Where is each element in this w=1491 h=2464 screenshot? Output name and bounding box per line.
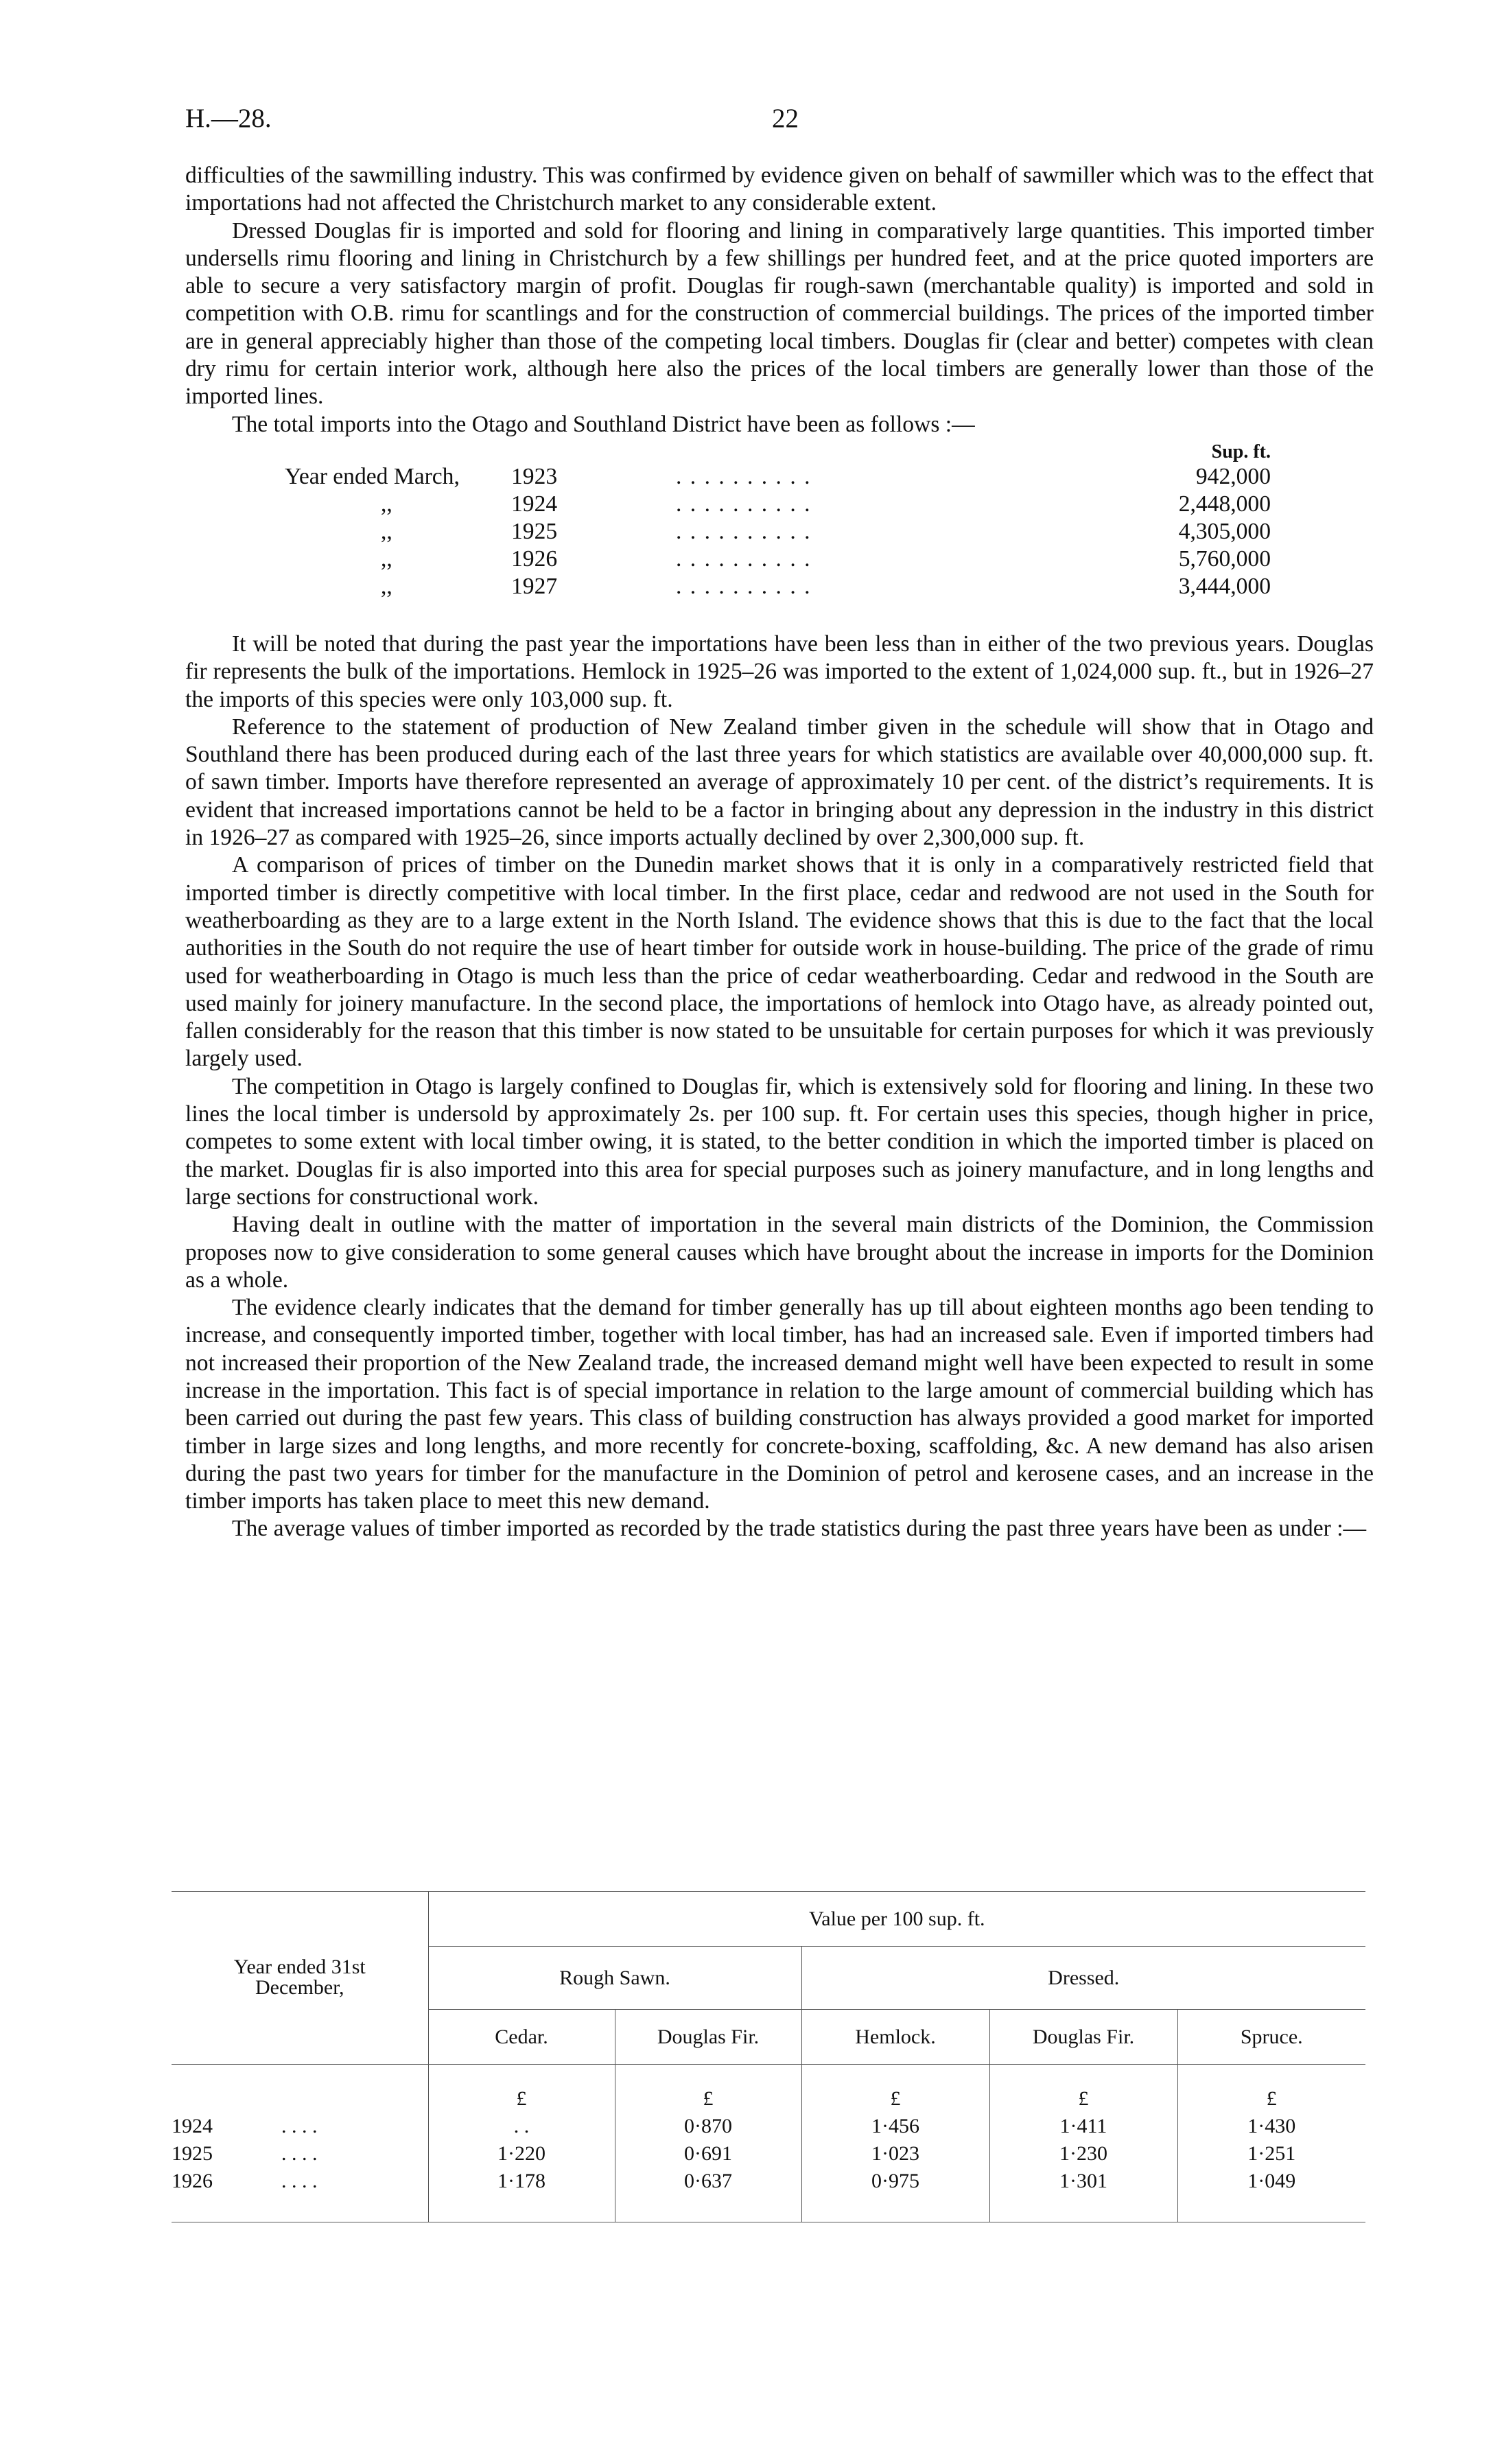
paragraph: It will be noted that during the past year the importations have been less than in either of the two previous years. Douglas fir represents the bulk of the importations. Hemlock in 1925–26 was imported to the extent of 1,024,000 sup. ft., but in 1926–27 the imports of this species were only 103,000 sup. ft. — [185, 631, 1374, 712]
cell-value: 1·430 — [1177, 2113, 1365, 2140]
imports-value: 942,000 — [1195, 463, 1271, 489]
cell-value: 1·220 — [428, 2140, 615, 2168]
paragraph: Reference to the statement of production of New Zealand timber given in the schedule will show that in Otago and Southland there has been produced during each of the last three years for which statistics are available over 40,000,000 sup. ft. of sawn timber. Imports have therefore represented an average of approximately 10 per cent. of the district’s requirements. It is evident that increased importations cannot be held to be a factor in bringing about any depression in the industry in this district in 1926–27 as compared with 1925–26, since imports actually declined by over 2,300,000 sup. ft. — [185, 714, 1374, 851]
average-values-table — [172, 1891, 1365, 2222]
leader-dots: . . . . . . . . . . — [676, 518, 812, 544]
imports-year: 1925 — [511, 518, 558, 544]
imports-year: 1926 — [511, 545, 558, 572]
ditto-mark: ,, — [381, 518, 392, 544]
row-year: 1925 — [172, 2142, 213, 2165]
cell-value: 1·456 — [801, 2113, 989, 2140]
leader-dots: . . . . — [281, 2142, 318, 2165]
cell-value: 1·230 — [989, 2140, 1177, 2168]
ditto-mark: ,, — [381, 573, 392, 599]
dressed-header: Dressed. — [801, 1947, 1365, 2010]
currency-symbol: £ — [989, 2085, 1177, 2113]
ditto-mark: ,, — [381, 491, 392, 517]
paragraph: The evidence clearly indicates that the demand for timber generally has up till about eighteen months ago been tending to increase, and consequently imported timber, together with local timber, has had an increased sale. Even if imported timbers had not increased their proportion of the New Zealand trade, the increased demand might well have been expected to result in some increase in the importation. This fact is of special importance in relation to the large amount of commercial building which has been carried out during the past few years. This class of building construction has always provided a good market for imported timber in large sizes and long lengths, and more recently for concrete-boxing, scaffolding, &c. A new demand has also arisen during the past two years for timber for the manufacture in the Dominion of petrol and kerosene cases, and an increase in the timber imports has taken place to meet this new demand. — [185, 1295, 1374, 1514]
page-header — [185, 103, 1374, 144]
cell-value: 1·411 — [989, 2113, 1177, 2140]
leader-dots: . . . . . . . . . . — [676, 491, 812, 517]
paragraph: The competition in Otago is largely confined to Douglas fir, which is extensively sold for flooring and lining. In these two lines the local timber is undersold by approximately 2s. per 100 sup. ft. For certain uses this species, though higher in price, competes to some extent with local timber owing, it is stated, to the better condition in which the imported timber is placed on the market. Douglas fir is also imported into this area for special purposes such as joinery manufacture, and in long lengths and large sections for constructional work. — [185, 1073, 1374, 1210]
document-reference: H.—28. — [185, 104, 272, 133]
paragraph: difficulties of the sawmilling industry. This was confirmed by evidence given on behalf of sawmiller which was to the effect that importations had not affected the Christchurch market to any considerable extent. — [185, 163, 1374, 216]
imports-row — [185, 518, 1374, 545]
imports-value: 5,760,000 — [1178, 545, 1271, 572]
rough-sawn-header: Rough Sawn. — [428, 1947, 801, 2010]
column-header-cedar: Cedar. — [428, 2010, 615, 2065]
table-row — [172, 2168, 1365, 2195]
paragraph: The average values of timber imported as recorded by the trade statistics during the past three years have been as under :— — [232, 1516, 1367, 1542]
column-header-douglas-fir-dressed: Douglas Fir. — [989, 2010, 1177, 2065]
body-text — [185, 162, 1374, 1543]
table-row — [172, 2113, 1365, 2140]
column-header-hemlock: Hemlock. — [801, 2010, 989, 2065]
cell-value: 0·691 — [615, 2140, 801, 2168]
imports-year: 1923 — [511, 463, 558, 489]
row-year: 1926 — [172, 2169, 213, 2192]
imports-row — [185, 573, 1374, 600]
ditto-mark: ,, — [381, 545, 392, 572]
value-header: Value per 100 sup. ft. — [428, 1892, 1365, 1947]
leader-dots: . . . . . . . . . . — [676, 545, 812, 572]
page-number: 22 — [772, 104, 799, 133]
cell-value: 1·301 — [989, 2168, 1177, 2195]
column-header-douglas-fir-rough: Douglas Fir. — [615, 2010, 801, 2065]
imports-row — [185, 545, 1374, 573]
currency-symbol: £ — [801, 2085, 989, 2113]
imports-value: 4,305,000 — [1178, 518, 1271, 544]
cell-value: 1·251 — [1177, 2140, 1365, 2168]
currency-symbol: £ — [428, 2085, 615, 2113]
imports-table — [185, 438, 1374, 599]
imports-value: 3,444,000 — [1178, 573, 1271, 599]
paragraph: A comparison of prices of timber on the Dunedin market shows that it is only in a comparatively restricted field that imported timber is directly competitive with local timber. In the first place, cedar and redwood are not used in the South for weatherboarding as they are to a large extent in the North Island. The evidence shows that this is due to the fact that the local authorities in the South do not require the use of heart timber for outside work in house-building. The price of the grade of rimu used for weatherboarding in Otago is much less than the price of cedar weatherboarding. Cedar and redwood in the South are used mainly for joinery manufacture. In the second place, the importations of hemlock into Otago have, as already pointed out, fallen considerably for the reason that this timber is now stated to be unsuitable for certain purposes for which it was previously largely used. — [185, 852, 1374, 1072]
leader-dots: . . . . — [281, 2114, 318, 2137]
year-header-cell — [172, 1892, 428, 2065]
currency-symbol: £ — [1177, 2085, 1365, 2113]
imports-row — [185, 463, 1374, 491]
paragraph: Dressed Douglas fir is imported and sold for flooring and lining in comparatively large quantities. This imported timber undersells rimu flooring and lining in Christchurch by a few shillings per hundred feet, and at the price quoted importers are able to secure a very satisfactory margin of profit. Douglas fir rough-sawn (merchantable quality) is imported and sold in competition with O.B. rimu for scantlings and for the construction of commercial buildings. The prices of the imported timber are in general appreciably higher than those of the competing local timbers. Douglas fir (clear and better) competes with clean dry rimu for certain interior work, although here also the prices of the local timbers are generally lower than those of the imported lines. — [185, 218, 1374, 410]
cell-value: 0·637 — [615, 2168, 801, 2195]
row-year: 1924 — [172, 2114, 213, 2137]
year-header: Year ended 31st December, — [233, 1955, 366, 1999]
imports-row-label: Year ended March, — [285, 463, 460, 489]
leader-dots: . . . . — [281, 2169, 318, 2192]
cell-value: 1·023 — [801, 2140, 989, 2168]
imports-year: 1924 — [511, 491, 558, 517]
currency-symbol: £ — [615, 2085, 801, 2113]
imports-unit-header: Sup. ft. — [1211, 441, 1271, 462]
imports-row — [185, 491, 1374, 518]
paragraph: Having dealt in outline with the matter of importation in the several main districts of the Dominion, the Commission proposes now to give consideration to some general causes which have brought about the increase in imports for the Dominion as a whole. — [185, 1212, 1374, 1293]
cell-value: 1·049 — [1177, 2168, 1365, 2195]
imports-year: 1927 — [511, 573, 558, 599]
cell-value: 0·975 — [801, 2168, 989, 2195]
paragraph: The total imports into the Otago and Southland District have been as follows :— — [232, 411, 975, 437]
leader-dots: . . . . . . . . . . — [676, 573, 812, 599]
currency-row — [172, 2085, 1365, 2113]
cell-value: 0·870 — [615, 2113, 801, 2140]
imports-value: 2,448,000 — [1178, 491, 1271, 517]
cell-value: 1·178 — [428, 2168, 615, 2195]
table-row — [172, 2140, 1365, 2168]
column-header-spruce: Spruce. — [1177, 2010, 1365, 2065]
cell-value: . . — [428, 2113, 615, 2140]
leader-dots: . . . . . . . . . . — [676, 463, 812, 489]
